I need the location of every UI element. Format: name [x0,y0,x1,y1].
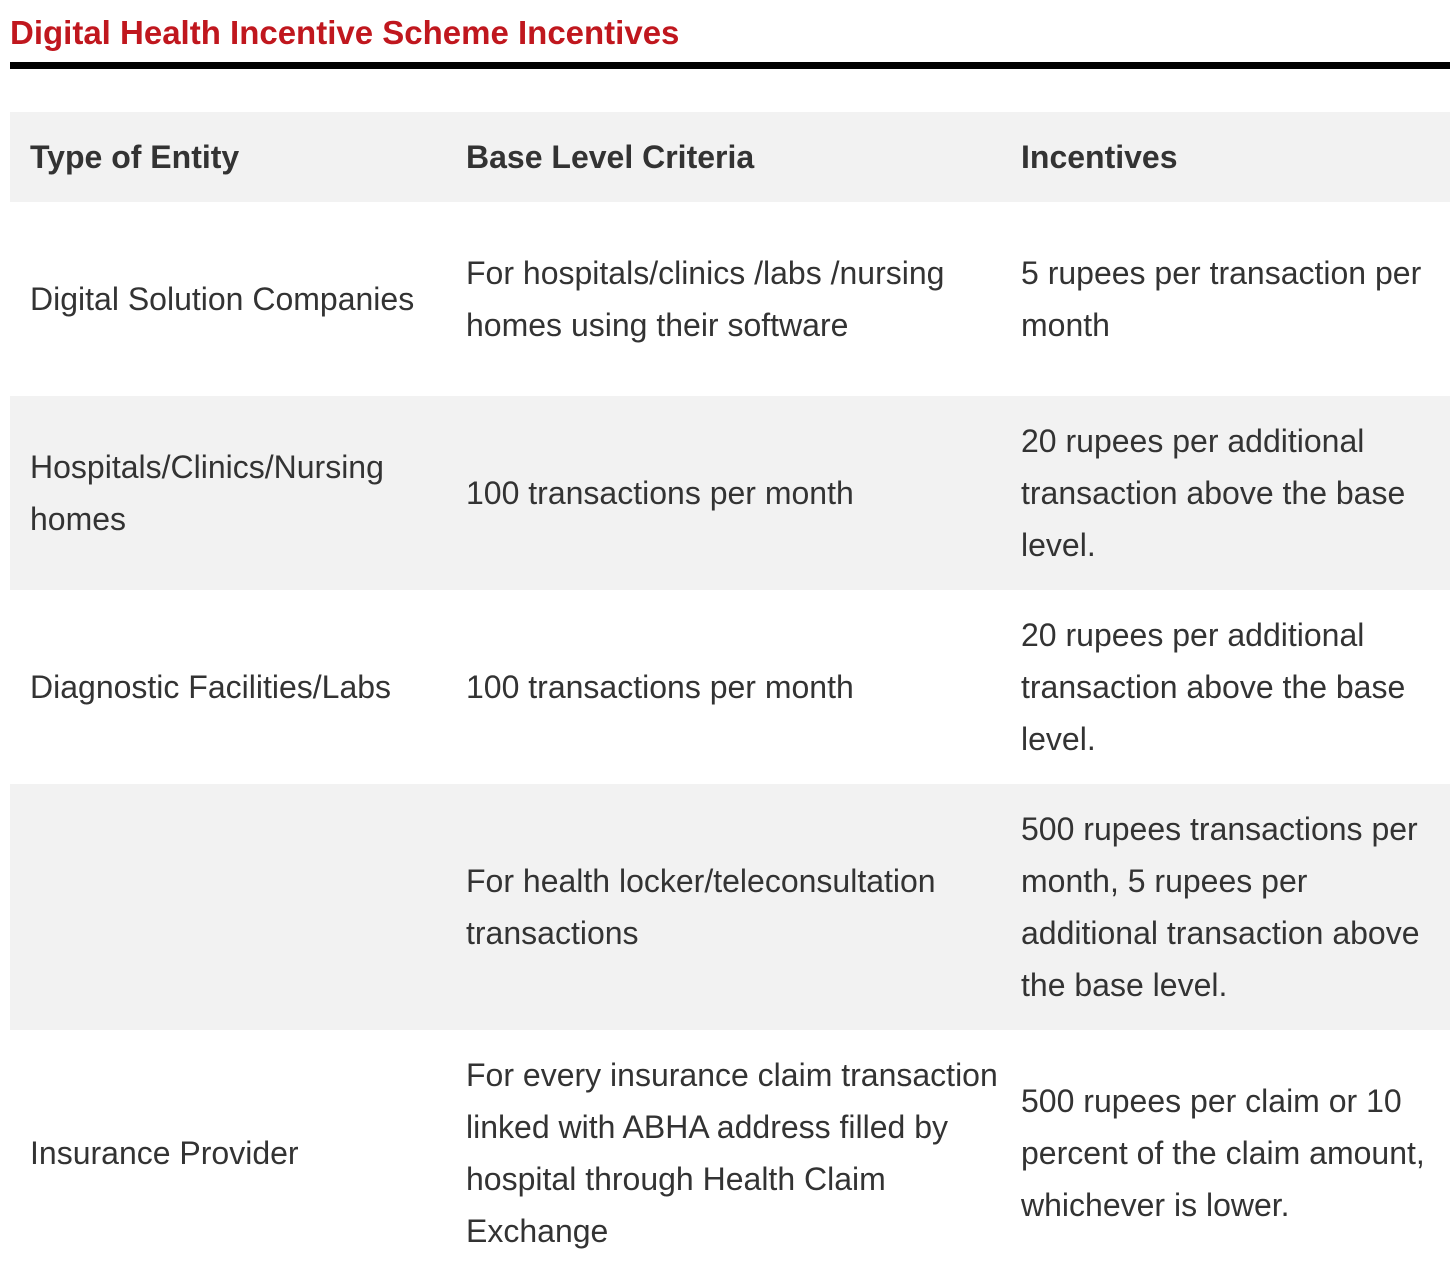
title-divider [10,62,1450,69]
header-type-of-entity: Type of Entity [30,139,240,175]
cell-entity: Hospitals/Clinics/Nursing homes [30,449,384,537]
cell-criteria: For health locker/teleconsultation transactions [466,863,936,951]
table-row [10,396,1450,590]
cell-entity [10,784,446,1030]
cell-incentive: 500 rupees transactions per month, 5 rupees per additional transaction above the base level. [1021,811,1420,1003]
header-base-level-criteria: Base Level Criteria [466,139,755,175]
header-incentives: Incentives [1021,139,1178,175]
cell-criteria: 100 transactions per month [466,669,854,705]
table-row [10,590,1450,784]
cell-criteria: 100 transactions per month [466,475,854,511]
table-row [10,202,1450,396]
cell-incentive: 500 rupees per claim or 10 percent of the claim amount, whichever is lower. [1021,1083,1425,1223]
table-header-row [10,112,1450,202]
page [10,0,1450,1276]
cell-criteria: For hospitals/clinics /labs /nursing homes using their software [466,255,945,343]
cell-entity: Digital Solution Companies [30,281,415,317]
page-title: Digital Health Incentive Scheme Incentives [10,14,680,51]
cell-incentive: 20 rupees per additional transaction above the base level. [1021,423,1406,563]
cell-entity: Insurance Provider [30,1135,299,1171]
cell-entity: Diagnostic Facilities/Labs [30,669,392,705]
table-row [10,784,1450,1030]
table-row [10,1030,1450,1276]
incentives-table [10,112,1450,1276]
cell-incentive: 20 rupees per additional transaction above the base level. [1021,617,1406,757]
cell-incentive: 5 rupees per transaction per month [1021,255,1422,343]
cell-criteria: For every insurance claim transaction linked with ABHA address filled by hospital through Health Claim Exchange [466,1057,998,1249]
